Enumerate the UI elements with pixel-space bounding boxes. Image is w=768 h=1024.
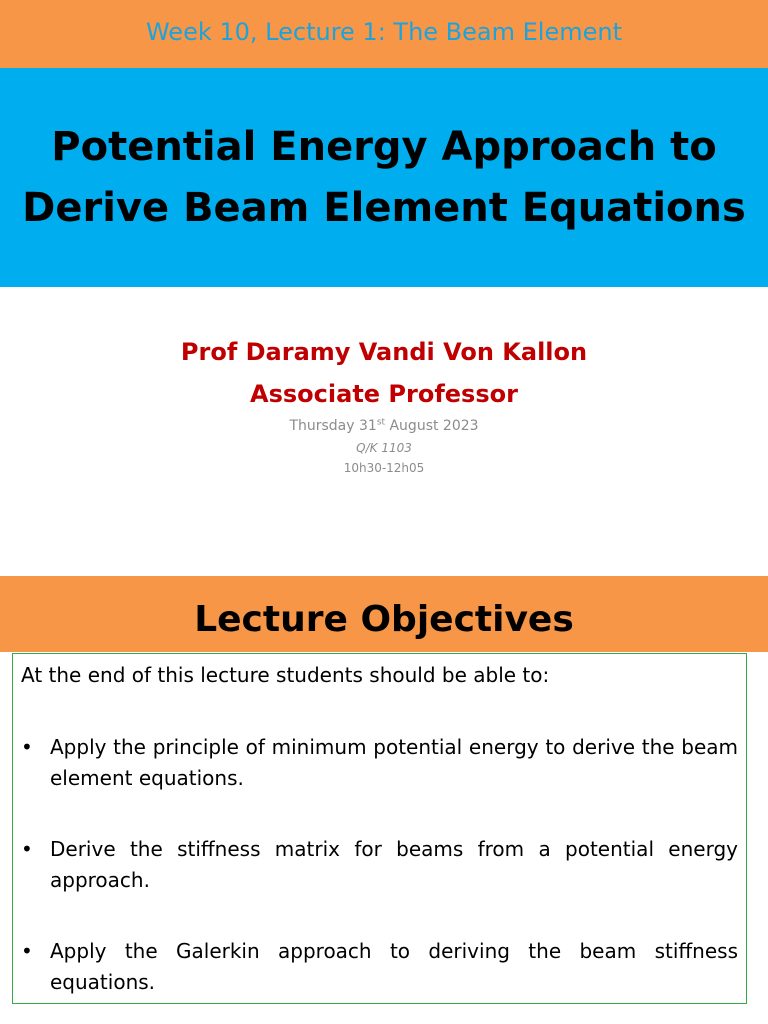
- list-item: [21, 834, 738, 896]
- date-rest: August 2023: [385, 418, 479, 434]
- objective-text: Apply the principle of minimum potential energy to derive the beam element equations.: [50, 735, 738, 790]
- objectives-box: [12, 653, 747, 1004]
- objective-text: Apply the Galerkin approach to deriving the beam stiffness equations.: [50, 939, 738, 994]
- objective-text: Derive the stiffness matrix for beams from a potential energy approach.: [50, 837, 738, 892]
- objectives-list: [21, 732, 738, 998]
- date-day: Thursday 31: [289, 418, 377, 434]
- objectives-heading: Lecture Objectives: [194, 598, 574, 640]
- title-banner: [0, 68, 768, 287]
- slide-title-line-2: Derive Beam Element Equations: [22, 184, 746, 231]
- slide-title-line-1: Potential Energy Approach to: [51, 123, 717, 170]
- lecture-time: 10h30-12h05: [343, 461, 425, 475]
- objectives-banner: [0, 576, 768, 652]
- lecture-room: Q/K 1103: [356, 441, 412, 455]
- lecture-week-label: Week 10, Lecture 1: The Beam Element: [145, 18, 622, 46]
- author-position: Associate Professor: [250, 380, 518, 408]
- author-name: Prof Daramy Vandi Von Kallon: [180, 338, 588, 366]
- bullet-icon: •: [21, 939, 33, 963]
- author-block: [0, 331, 768, 478]
- header-bar: [0, 0, 768, 68]
- objectives-intro: At the end of this lecture students should be able to:: [21, 663, 550, 687]
- list-item: [21, 936, 738, 998]
- list-item: [21, 732, 738, 794]
- lecture-date: [0, 415, 768, 437]
- date-suffix: st: [376, 417, 386, 428]
- bullet-icon: •: [21, 735, 33, 759]
- bullet-icon: •: [21, 837, 33, 861]
